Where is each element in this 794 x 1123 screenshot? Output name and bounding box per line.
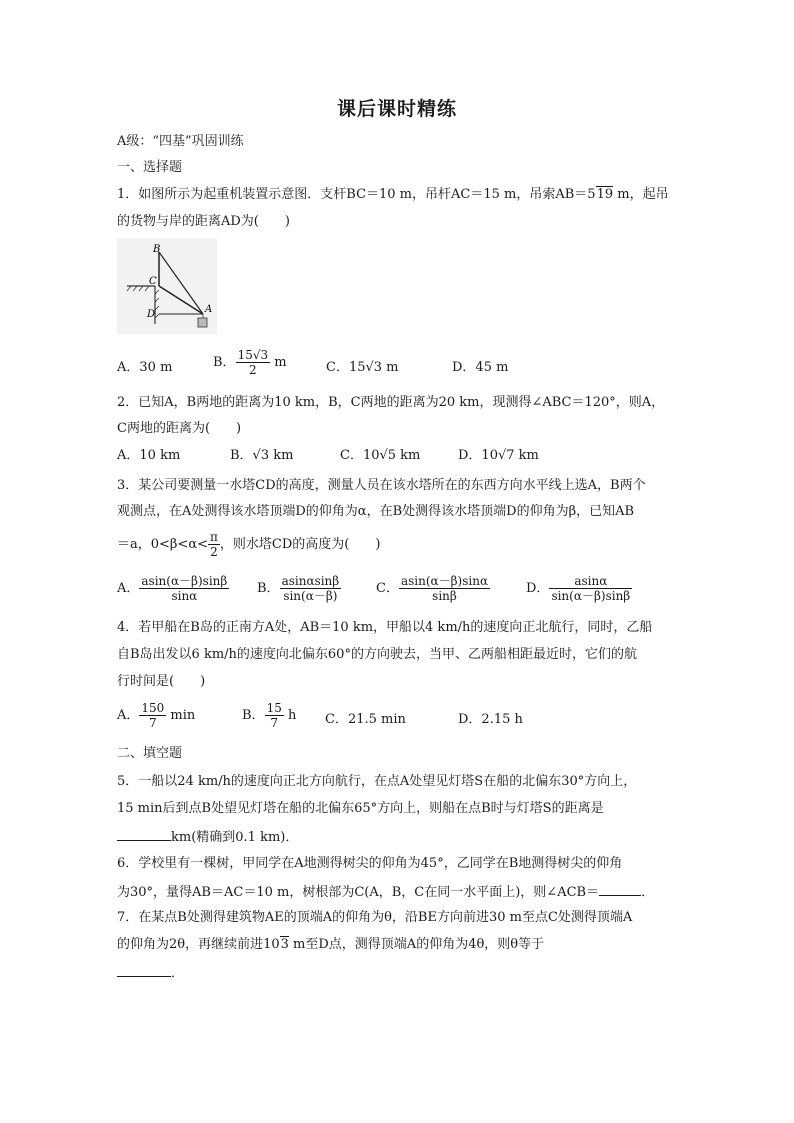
q4-option-a-fraction: $\frac{150}{7}$ [141,701,165,730]
q1-option-a: A．30 m [117,360,173,375]
q7-answer-blank[interactable] [117,964,171,977]
q2-line2: C两地的距离为( ) [117,421,242,436]
q2-option-a: A．10 km [117,448,181,463]
q4-line3: 行时间是( ) [117,674,206,689]
q2-line1: 2．已知A，B两地的距离为10 km，B，C两地的距离为20 km，现测得∠ABC＝120°，则A， [117,395,665,410]
q3-option-c-fraction: $\frac{asin(\alpha-\beta)\sin\alpha}{\sin\beta}$ [400,574,489,603]
q7-line2: 的仰角为2θ，再继续前进103 m至D点，测得顶端A的仰角为4θ，则θ等于 [117,937,545,952]
q3-option-b: B． $\frac{asin\alpha\sin\beta}{\sin(\alpha-\beta)}$ [257,574,340,603]
q6-answer-blank[interactable] [599,883,641,896]
q1-line1: 1．如图所示为起重机装置示意图．支杆BC＝10 m，吊杆AC＝15 m，吊索AB＝519 m，起吊 [117,187,669,202]
q3-line3: ＝a，0<β<α< $\frac{\pi}{2}$ ，则水塔CD的高度为( ) [117,530,381,559]
q1-line2: 的货物与岸的距离AD为( ) [117,214,290,229]
label-a: A [205,304,213,315]
q4-option-b-fraction: $\frac{15}{7}$ [266,701,282,730]
section-choice-heading: 一、选择题 [117,160,183,175]
q4-line1: 4．若甲船在B岛的正南方A处，AB＝10 km，甲船以4 km/h的速度向正北航行，同时，乙船 [117,620,653,635]
q2-option-b: B．√3 km [230,448,294,463]
q3-option-b-fraction: $\frac{asin\alpha\sin\beta}{\sin(\alpha-\beta)}$ [281,574,340,603]
q1-option-b: B． $\frac{15√3}{2}$ m [213,348,287,377]
cargo-box [198,318,207,327]
q4-option-c: C．21.5 min [325,712,406,727]
q2-option-c: C．10√5 km [340,448,421,463]
q6-line2: 为30°，量得AB＝AC＝10 m，树根部为C(A，B，C在同一水平面上)，则∠ACB＝ ． [117,885,655,900]
q3-option-a: A． $\frac{asin(\alpha-\beta)\sin\beta}{\sin\alpha}$ [117,574,228,603]
pi-over-2: $\frac{\pi}{2}$ [210,530,218,559]
sqrt-19: 19 [596,187,614,202]
label-b: B [153,244,161,255]
q5-line2: 15 min后到点B处望见灯塔在船的北偏东65°方向上，则船在点B时与灯塔S的距离是 [117,801,604,816]
q3-line2: 观测点，在A处测得该水塔顶端D的仰角为α，在B处测得该水塔顶端D的仰角为β，已知AB [117,504,635,519]
q4-line2: 自B岛出发以6 km/h的速度向北偏东60°的方向驶去，当甲、乙两船相距最近时，它们的航 [117,647,637,662]
q4-option-d: D．2.15 h [458,712,523,727]
label-d: D [147,309,156,320]
q5-line3: km(精确到0.1 km)． [117,828,298,846]
section-fill-heading: 二、填空题 [117,746,183,761]
q3-option-a-fraction: $\frac{asin(\alpha-\beta)\sin\beta}{\sin\alpha}$ [141,574,228,603]
q3-option-d: D． $\frac{asin\alpha}{\sin(\alpha-\beta)\sin\beta}$ [526,574,631,603]
label-c: C [149,276,157,287]
q7-line3: ． [117,964,184,982]
q5-line1: 5．一船以24 km/h的速度向正北方向航行，在点A处望见灯塔S在船的北偏东30°方向上， [117,774,637,789]
q1-option-b-fraction: $\frac{15√3}{2}$ [237,348,269,377]
q3-option-d-fraction: $\frac{asin\alpha}{\sin(\alpha-\beta)\sin\beta}$ [551,574,631,603]
crane-diagram [117,238,217,334]
q4-option-b: B． $\frac{15}{7}$ h [242,701,297,730]
level-heading: A级：“四基”巩固训练 [117,134,244,149]
q7-line1: 7．在某点B处测得建筑物AE的顶端A的仰角为θ，沿BE方向前进30 m至点C处测得顶端A [117,910,633,925]
q1-option-d: D．45 m [452,360,509,375]
q4-option-a: A． $\frac{150}{7}$ min [117,701,196,730]
q6-line1: 6．学校里有一棵树，甲同学在A地测得树尖的仰角为45°，乙同学在B地测得树尖的仰角 [117,856,623,871]
q3-line1: 3．某公司要测量一水塔CD的高度，测量人员在该水塔所在的东西方向水平线上选A，B两个 [117,478,646,493]
q3-option-c: C． $\frac{asin(\alpha-\beta)\sin\alpha}{\sin\beta}$ [376,574,489,603]
q5-answer-blank[interactable] [117,828,171,841]
q1-option-c: C．15√3 m [326,360,399,375]
crane-diagram-svg [117,238,217,334]
page-title: 课后课时精练 [336,98,457,120]
q2-option-d: D．10√7 km [458,448,539,463]
sqrt-3: 3 [280,937,289,952]
